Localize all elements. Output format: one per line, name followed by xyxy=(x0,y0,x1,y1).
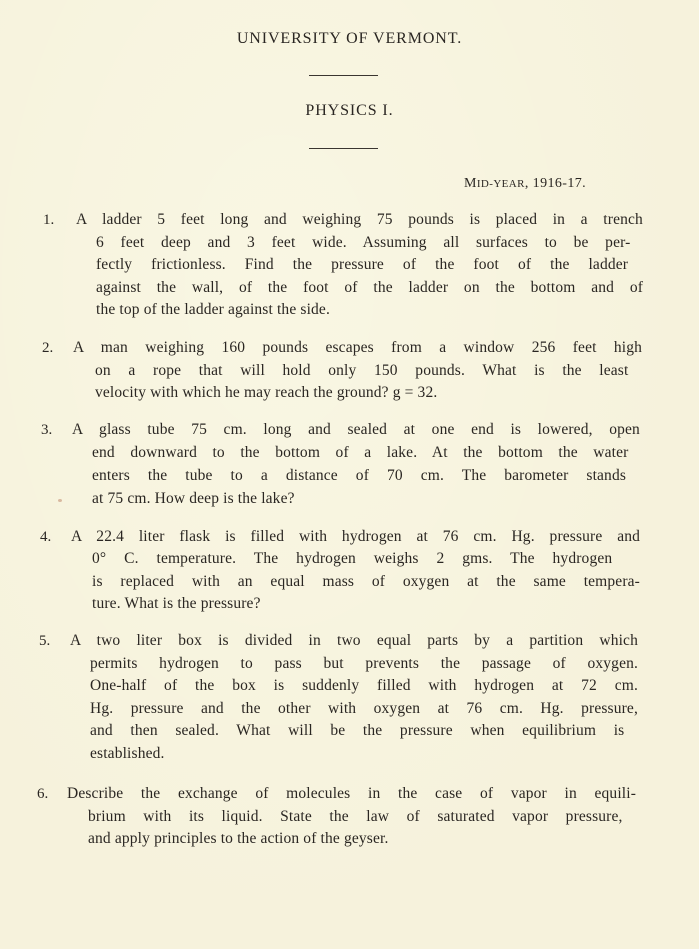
exam-date-cap: M xyxy=(464,176,477,191)
paper-speck xyxy=(58,499,62,502)
question-text-line: A two liter box is divided in two equal parts by a partition which xyxy=(70,632,638,649)
question-text-line: the top of the ladder against the side. xyxy=(96,301,330,318)
question-text-line: and then sealed. What will be the pressure when equilibrium is xyxy=(90,722,625,739)
question-text-line: Describe the exchange of molecules in the case of vapor in equili- xyxy=(67,785,637,802)
exam-date-small-caps: ID-YEAR xyxy=(476,178,525,190)
question-text-line: at 75 cm. How deep is the lake? xyxy=(92,490,295,507)
question-text-line: and apply principles to the action of the geyser. xyxy=(88,830,389,847)
question-text-line: on a rope that will hold only 150 pounds. What is the least xyxy=(95,361,629,379)
question-text-line: A ladder 5 feet long and weighing 75 pounds is placed in a trench xyxy=(76,211,643,228)
question-number: 4. xyxy=(40,529,52,545)
question-number: 1. xyxy=(43,212,55,228)
question-text-line: enters the tube to a distance of 70 cm. The barometer stands xyxy=(92,467,627,484)
question-text-line: A glass tube 75 cm. long and sealed at one end is lowered, open xyxy=(72,421,640,438)
exam-date xyxy=(464,176,586,192)
question-number: 5. xyxy=(39,633,51,649)
question-text-line: One-half of the box is suddenly filled with hydrogen at 72 cm. xyxy=(90,677,638,694)
question-text-line: Hg. pressure and the other with oxygen at 76 cm. Hg. pressure, xyxy=(90,699,638,717)
question-text-line: established. xyxy=(90,744,165,762)
course-title: PHYSICS I. xyxy=(305,102,394,119)
institution-title: UNIVERSITY OF VERMONT. xyxy=(236,30,463,47)
question-text-line: against the wall, of the foot of the ladder on the bottom and of xyxy=(96,278,644,296)
question-text-line: end downward to the bottom of a lake. At the bottom the water xyxy=(92,444,629,461)
question-text-line: ture. What is the pressure? xyxy=(92,594,261,612)
question-text-line: 0° C. temperature. The hydrogen weighs 2 gms. The hydrogen xyxy=(92,550,613,568)
question-number: 6. xyxy=(37,786,49,802)
question-text-line: 6 feet deep and 3 feet wide. Assuming all surfaces to be per- xyxy=(96,233,631,251)
question-number: 3. xyxy=(41,422,53,438)
divider-rule xyxy=(309,148,378,149)
question-text-line: velocity with which he may reach the ground? g = 32. xyxy=(95,384,438,401)
question-text-line: brium with its liquid. State the law of saturated vapor pressure, xyxy=(88,807,623,825)
question-text-line: permits hydrogen to pass but prevents the passage of oxygen. xyxy=(90,654,639,672)
exam-date-year: , 1916-17. xyxy=(524,176,587,191)
question-text-line: A man weighing 160 pounds escapes from a window 256 feet high xyxy=(73,339,643,356)
question-number: 2. xyxy=(42,340,54,356)
divider-rule xyxy=(309,75,378,76)
question-text-line: A 22.4 liter flask is filled with hydrogen at 76 cm. Hg. pressure and xyxy=(71,528,641,545)
question-text-line: fectly frictionless. Find the pressure of the foot of the ladder xyxy=(96,256,629,273)
question-text-line: is replaced with an equal mass of oxygen at the same tempera- xyxy=(92,572,640,590)
